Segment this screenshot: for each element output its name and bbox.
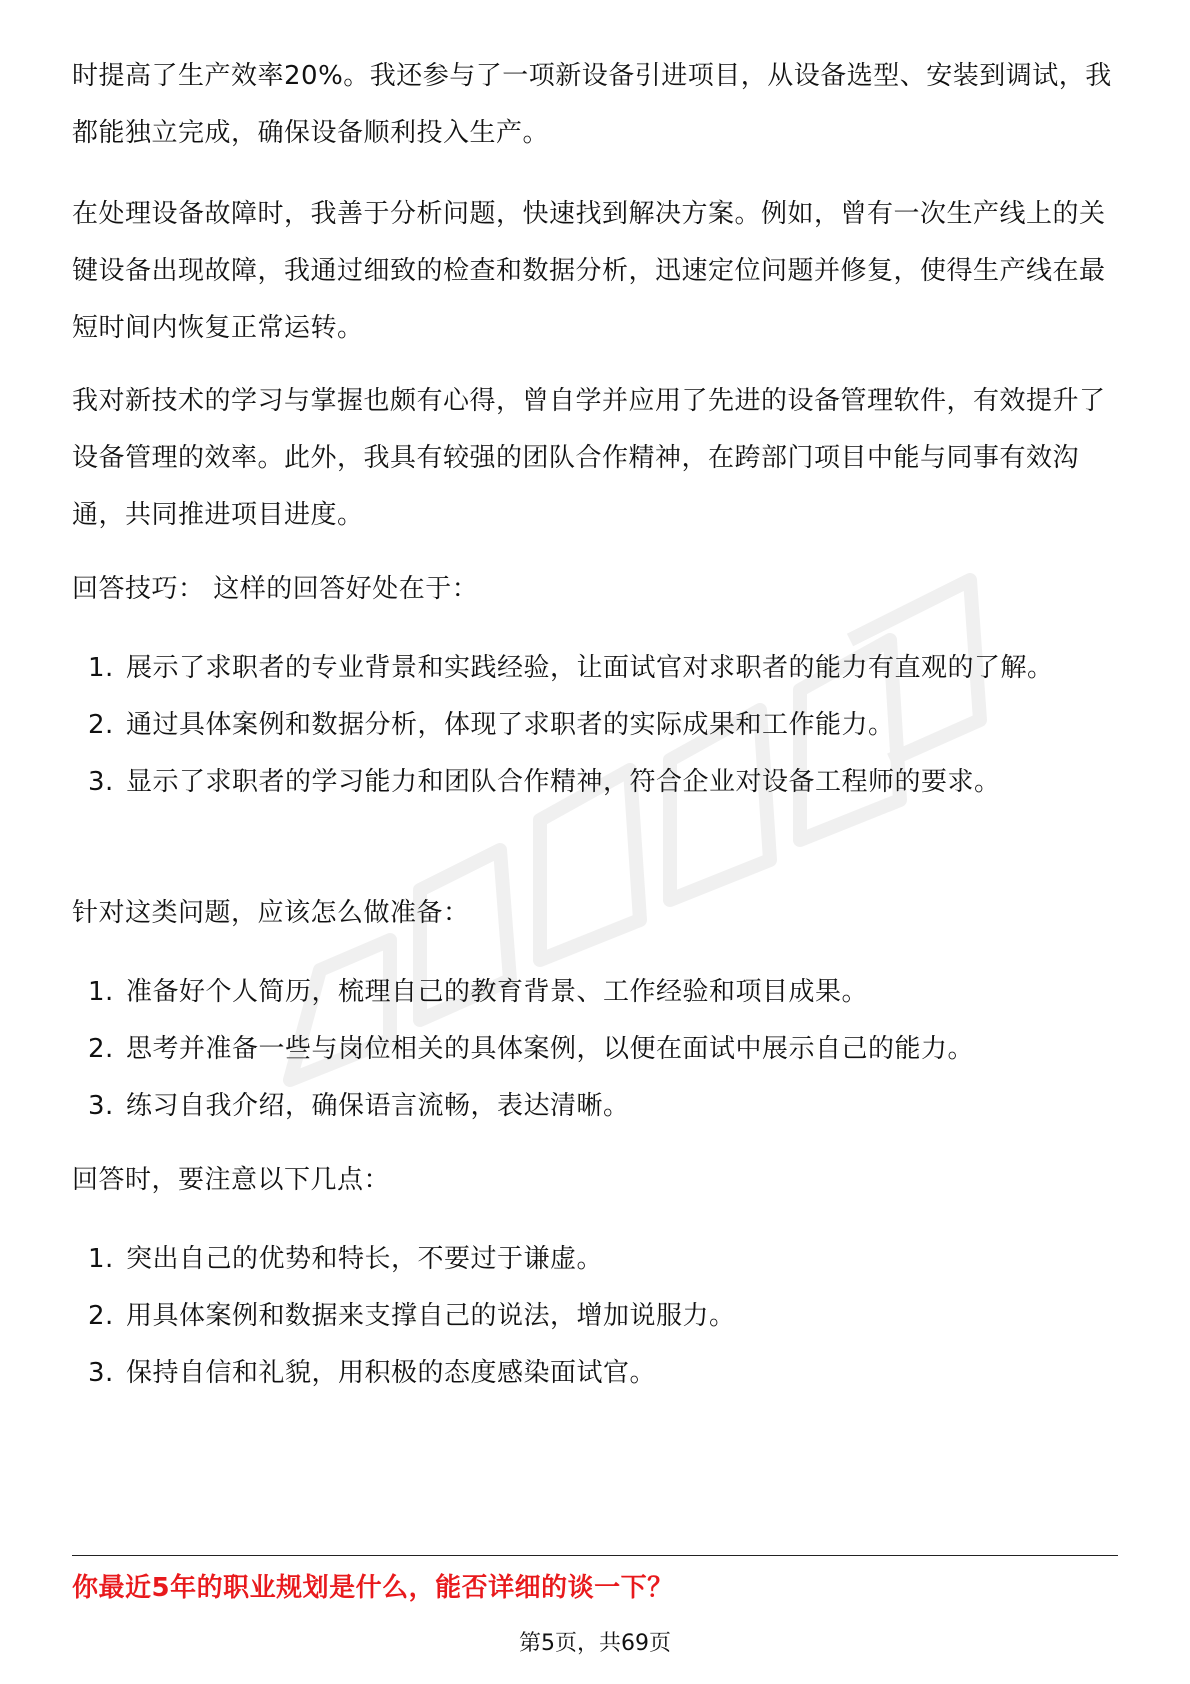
list-number: 1. [88,1244,114,1274]
list-item [72,640,1112,697]
list-item [72,1021,1112,1078]
list-item-text: 显示了求职者的学习能力和团队合作精神，符合企业对设备工程师的要求。 [126,767,1001,797]
notes-list [72,1231,1112,1402]
list-item-text: 突出自己的优势和特长，不要过于谦虚。 [126,1244,604,1274]
page-number: 第5页，共69页 [519,1631,671,1656]
list-item-text: 保持自信和礼貌，用积极的态度感染面试官。 [126,1358,657,1388]
list-number: 3. [88,767,114,797]
list-number: 3. [88,1091,114,1121]
list-number: 1. [88,977,114,1007]
list-item [72,964,1112,1021]
list-item-text: 准备好个人简历，梳理自己的教育背景、工作经验和项目成果。 [126,977,869,1007]
list-item [72,697,1112,754]
next-question-heading: 你最近5年的职业规划是什么，能否详细的谈一下？ [72,1573,674,1603]
list-item [72,754,1112,811]
list-number: 2. [88,1034,114,1064]
list-item-text: 用具体案例和数据来支撑自己的说法，增加说服力。 [126,1301,736,1331]
prepare-list [72,964,1112,1135]
notes-heading: 回答时，要注意以下几点： [72,1165,391,1195]
section-divider [72,1555,1118,1556]
paragraph-2: 在处理设备故障时，我善于分析问题，快速找到解决方案。例如，曾有一次生产线上的关键设备出现故障，我通过细致的检查和数据分析，迅速定位问题并修复，使得生产线在最短时间内恢复正常运转。 [72,199,1106,343]
list-item [72,1231,1112,1288]
list-number: 2. [88,710,114,740]
list-item-text: 练习自我介绍，确保语言流畅，表达清晰。 [126,1091,630,1121]
list-item-text: 思考并准备一些与岗位相关的具体案例，以便在面试中展示自己的能力。 [126,1034,975,1064]
paragraph-3: 我对新技术的学习与掌握也颇有心得，曾自学并应用了先进的设备管理软件，有效提升了设备管理的效率。此外，我具有较强的团队合作精神，在跨部门项目中能与同事有效沟通，共同推进项目进度。 [72,386,1106,530]
list-item [72,1078,1112,1135]
list-item-text: 展示了求职者的专业背景和实践经验，让面试官对求职者的能力有直观的了解。 [126,653,1054,683]
tips-heading: 回答技巧： 这样的回答好处在于： [72,574,479,604]
tips-list [72,640,1112,811]
list-item [72,1288,1112,1345]
list-item [72,1345,1112,1402]
list-number: 3. [88,1358,114,1388]
list-number: 2. [88,1301,114,1331]
list-item-text: 通过具体案例和数据分析，体现了求职者的实际成果和工作能力。 [126,710,895,740]
list-number: 1. [88,653,114,683]
paragraph-1: 时提高了生产效率20%。我还参与了一项新设备引进项目，从设备选型、安装到调试，我都能独立完成，确保设备顺利投入生产。 [72,61,1112,148]
prepare-heading: 针对这类问题，应该怎么做准备： [72,898,470,928]
